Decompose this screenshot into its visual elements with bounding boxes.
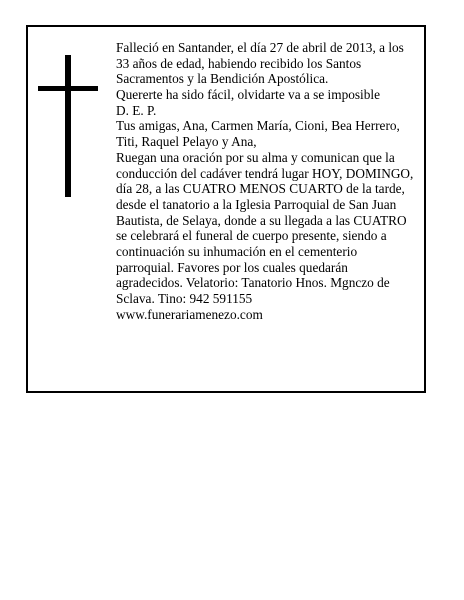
notice-line: Sclava. Tino: 942 591155 <box>116 291 253 306</box>
website-link[interactable]: www.funerariamenezo.com <box>116 306 263 322</box>
notice-line: continuación su inhumación en el cementerio <box>116 243 358 259</box>
cross-vertical-bar <box>65 55 71 197</box>
notice-line: D. E. P. <box>116 102 157 118</box>
obituary-text <box>116 40 422 322</box>
notice-line: Bautista, de Selaya, donde a su llegada a las CUATRO <box>116 212 407 228</box>
notice-line: Falleció en Santander, el día 27 de abril de 2013, a los <box>116 40 404 55</box>
notice-line: Quererte ha sido fácil, olvidarte va a se imposible <box>116 87 380 103</box>
notice-line: Ruegan una oración por su alma y comunican que la <box>116 149 395 165</box>
notice-line: Tus amigas, Ana, Carmen María, Cioni, Bea Herrero, <box>116 118 400 134</box>
cross-horizontal-bar <box>38 86 98 91</box>
notice-line: conducción del cadáver tendrá lugar HOY, DOMINGO, <box>116 165 414 181</box>
notice-line: agradecidos. Velatorio: Tanatorio Hnos. Mgnczo de <box>116 275 390 291</box>
obituary-notice <box>26 25 426 393</box>
notice-line: desde el tanatorio a la Iglesia Parroquial de San Juan <box>116 196 397 212</box>
notice-line: parroquial. Favores por los cuales quedarán <box>116 259 348 275</box>
notice-line: Titi, Raquel Pelayo y Ana, <box>116 134 257 150</box>
notice-line: se celebrará el funeral de cuerpo presente, siendo a <box>116 228 387 244</box>
notice-line: Sacramentos y la Bendición Apostólica. <box>116 71 329 87</box>
notice-line: 33 años de edad, habiendo recibido los Santos <box>116 55 362 71</box>
cross-icon <box>38 55 98 197</box>
notice-line: día 28, a las CUATRO MENOS CUARTO de la tarde, <box>116 181 405 197</box>
